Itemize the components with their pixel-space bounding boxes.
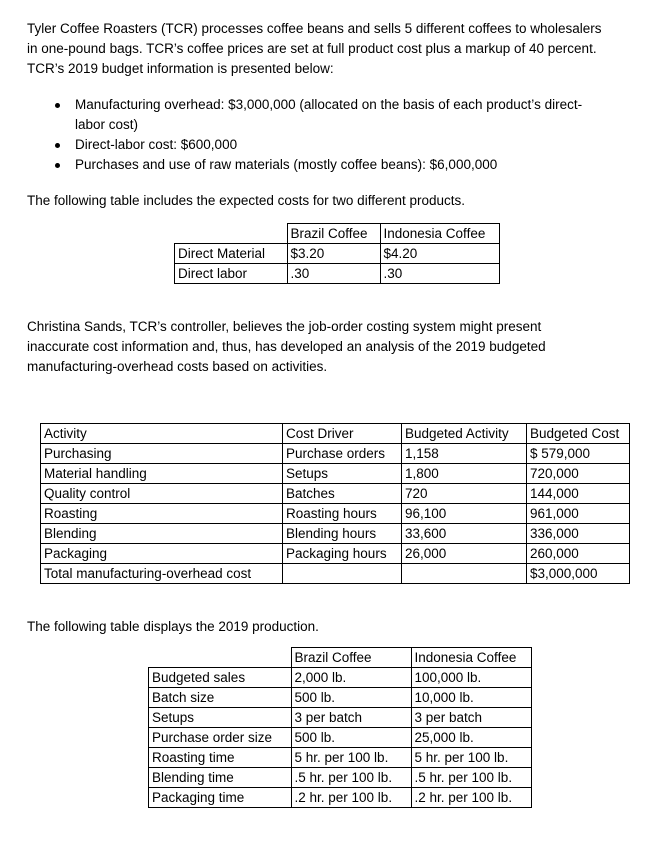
cell-brazil: 5 hr. per 100 lb. bbox=[291, 748, 411, 768]
table-row bbox=[149, 708, 532, 728]
cell-indonesia: .30 bbox=[380, 264, 499, 284]
cell-indonesia: 10,000 lb. bbox=[411, 688, 531, 708]
overhead-activity-table bbox=[40, 423, 630, 584]
cell-indonesia: .2 hr. per 100 lb. bbox=[411, 788, 531, 808]
bullet-text: Direct-labor cost: $600,000 bbox=[75, 137, 238, 152]
cell-cost: 260,000 bbox=[527, 544, 630, 564]
cell-cost: 720,000 bbox=[527, 464, 630, 484]
table-row bbox=[175, 264, 500, 284]
cell-driver: Setups bbox=[283, 464, 402, 484]
cell-brazil: 3 per batch bbox=[291, 708, 411, 728]
cell-brazil: $3.20 bbox=[287, 244, 380, 264]
cell-cost: 961,000 bbox=[527, 504, 630, 524]
table-row bbox=[41, 464, 630, 484]
production-table bbox=[148, 647, 532, 808]
table-row bbox=[149, 688, 532, 708]
table-row bbox=[41, 484, 630, 504]
bullet-item-raw-materials bbox=[27, 155, 657, 175]
table-header-indonesia: Indonesia Coffee bbox=[411, 648, 531, 668]
cell-indonesia: .5 hr. per 100 lb. bbox=[411, 768, 531, 788]
row-label: Roasting time bbox=[149, 748, 292, 768]
budget-bullet-list bbox=[27, 95, 657, 175]
bullet-text: Purchases and use of raw materials (mostly coffee beans): $6,000,000 bbox=[75, 157, 498, 172]
table-row bbox=[149, 668, 532, 688]
total-empty bbox=[402, 564, 527, 584]
table-header-brazil: Brazil Coffee bbox=[291, 648, 411, 668]
table-header-empty bbox=[149, 648, 292, 668]
table-header-row bbox=[149, 648, 532, 668]
cell-level: 720 bbox=[402, 484, 527, 504]
bullet-text: labor cost) bbox=[75, 117, 139, 132]
paragraph-line: manufacturing-overhead costs based on activities. bbox=[27, 359, 328, 374]
table-header-brazil: Brazil Coffee bbox=[287, 224, 380, 244]
intro-line: in one-pound bags. TCR’s coffee prices are set at full product cost plus a markup of 40 percent. bbox=[27, 41, 597, 56]
cell-activity: Quality control bbox=[41, 484, 283, 504]
header-budgeted-cost: Budgeted Cost bbox=[527, 424, 630, 444]
cell-level: 33,600 bbox=[402, 524, 527, 544]
bullet-text: Manufacturing overhead: $3,000,000 (allocated on the basis of each product’s direct- bbox=[75, 97, 583, 112]
cell-activity: Material handling bbox=[41, 464, 283, 484]
total-cost: $3,000,000 bbox=[527, 564, 630, 584]
cell-activity: Roasting bbox=[41, 504, 283, 524]
row-label: Purchase order size bbox=[149, 728, 292, 748]
intro-line: TCR’s 2019 budget information is presented below: bbox=[27, 61, 334, 76]
row-label: Budgeted sales bbox=[149, 668, 292, 688]
cell-level: 1,158 bbox=[402, 444, 527, 464]
paragraph-line: Christina Sands, TCR’s controller, believes the job-order costing system might present bbox=[27, 319, 542, 334]
row-label: Setups bbox=[149, 708, 292, 728]
cell-driver: Purchase orders bbox=[283, 444, 402, 464]
row-label: Batch size bbox=[149, 688, 292, 708]
header-budgeted-activity: Budgeted Activity bbox=[402, 424, 527, 444]
cell-brazil: 500 lb. bbox=[291, 688, 411, 708]
row-label: Blending time bbox=[149, 768, 292, 788]
cell-indonesia: 100,000 lb. bbox=[411, 668, 531, 688]
table-row bbox=[149, 768, 532, 788]
total-empty bbox=[283, 564, 402, 584]
cell-activity: Purchasing bbox=[41, 444, 283, 464]
table-row bbox=[175, 244, 500, 264]
cell-brazil: .30 bbox=[287, 264, 380, 284]
table1-intro: The following table includes the expected costs for two different products. bbox=[27, 193, 465, 208]
cell-activity: Blending bbox=[41, 524, 283, 544]
cell-indonesia: 25,000 lb. bbox=[411, 728, 531, 748]
controller-paragraph bbox=[27, 317, 657, 377]
table-row bbox=[41, 524, 630, 544]
cell-cost: $ 579,000 bbox=[527, 444, 630, 464]
cell-indonesia: 3 per batch bbox=[411, 708, 531, 728]
cell-brazil: .5 hr. per 100 lb. bbox=[291, 768, 411, 788]
paragraph-line: inaccurate cost information and, thus, has developed an analysis of the 2019 budgeted bbox=[27, 339, 546, 354]
table-row bbox=[41, 504, 630, 524]
cell-driver: Packaging hours bbox=[283, 544, 402, 564]
cell-brazil: 2,000 lb. bbox=[291, 668, 411, 688]
cell-driver: Batches bbox=[283, 484, 402, 504]
table-row bbox=[149, 788, 532, 808]
cell-activity: Packaging bbox=[41, 544, 283, 564]
cell-level: 1,800 bbox=[402, 464, 527, 484]
intro-paragraph bbox=[27, 19, 657, 79]
bullet-item-overhead bbox=[27, 95, 657, 135]
cell-cost: 336,000 bbox=[527, 524, 630, 544]
table-header-row bbox=[175, 224, 500, 244]
table-row bbox=[41, 544, 630, 564]
cell-driver: Blending hours bbox=[283, 524, 402, 544]
table-row bbox=[149, 748, 532, 768]
bullet-item-direct-labor bbox=[27, 135, 657, 155]
cell-driver: Roasting hours bbox=[283, 504, 402, 524]
header-cost-driver: Cost Driver bbox=[283, 424, 402, 444]
table-row bbox=[149, 728, 532, 748]
intro-line: Tyler Coffee Roasters (TCR) processes coffee beans and sells 5 different coffees to wholesalers bbox=[27, 21, 602, 36]
row-label: Packaging time bbox=[149, 788, 292, 808]
cell-brazil: .2 hr. per 100 lb. bbox=[291, 788, 411, 808]
cell-indonesia: $4.20 bbox=[380, 244, 499, 264]
cell-cost: 144,000 bbox=[527, 484, 630, 504]
table-header-indonesia: Indonesia Coffee bbox=[380, 224, 499, 244]
cell-level: 96,100 bbox=[402, 504, 527, 524]
table3-intro: The following table displays the 2019 production. bbox=[27, 619, 319, 634]
table-header-empty bbox=[175, 224, 288, 244]
table-total-row bbox=[41, 564, 630, 584]
product-cost-table bbox=[174, 223, 500, 284]
cell-indonesia: 5 hr. per 100 lb. bbox=[411, 748, 531, 768]
row-label: Direct labor bbox=[175, 264, 288, 284]
header-activity: Activity bbox=[41, 424, 283, 444]
table-header-row bbox=[41, 424, 630, 444]
row-label: Direct Material bbox=[175, 244, 288, 264]
cell-brazil: 500 lb. bbox=[291, 728, 411, 748]
cell-level: 26,000 bbox=[402, 544, 527, 564]
total-label: Total manufacturing-overhead cost bbox=[41, 564, 283, 584]
table-row bbox=[41, 444, 630, 464]
